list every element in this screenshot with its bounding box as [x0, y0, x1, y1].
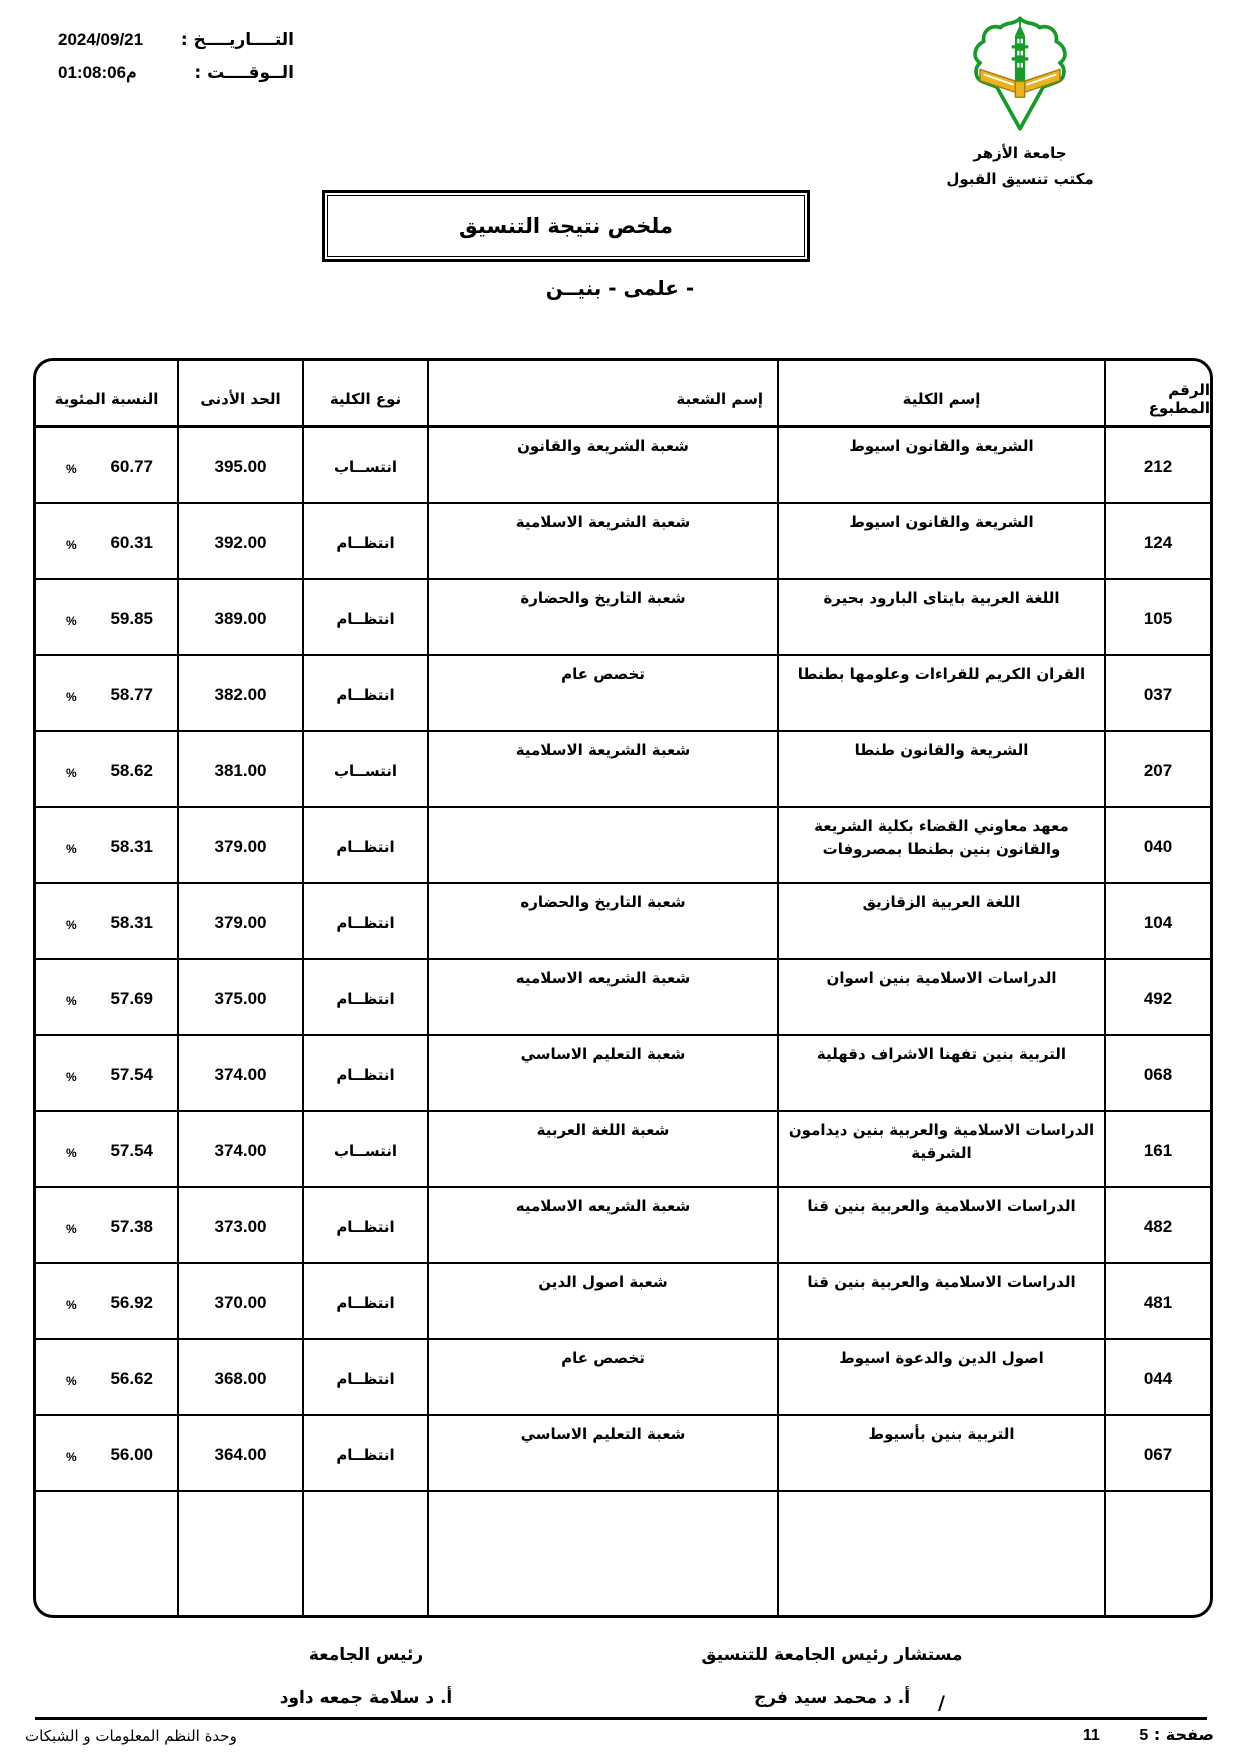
cell-division-name: شعبة اصول الدين: [427, 1264, 777, 1340]
percent-sign: %: [66, 766, 77, 780]
percent-sign: %: [66, 994, 77, 1008]
cell-percentage: [36, 428, 177, 504]
cell-college-type: انتســاب: [302, 732, 427, 808]
table-row: [36, 960, 1210, 1036]
percent-sign: %: [66, 1450, 77, 1464]
table-body: [36, 428, 1210, 1492]
cell-printed-number: 068: [1104, 1036, 1210, 1112]
cell-college-type: انتظــام: [302, 504, 427, 580]
cell-college-type: انتظــام: [302, 580, 427, 656]
signature-left-name: أ. د سلامة جمعه داود: [279, 1688, 453, 1708]
cell-division-name: شعبة الشريعه الاسلاميه: [427, 1188, 777, 1264]
cell-percentage: [36, 1340, 177, 1416]
percent-sign: %: [66, 1222, 77, 1236]
table-row: [36, 1112, 1210, 1188]
cell-printed-number: 492: [1104, 960, 1210, 1036]
university-name: جامعة الأزهر: [973, 144, 1067, 162]
cell-college-type: انتظــام: [302, 1416, 427, 1492]
cell-minimum: 375.00: [177, 960, 302, 1036]
percent-sign: %: [66, 462, 77, 476]
cell-printed-number: 481: [1104, 1264, 1210, 1340]
percentage-value: 57.54: [110, 1065, 153, 1084]
page-number: 5: [1139, 1727, 1149, 1744]
it-unit-label: وحدة النظم المعلومات و الشبكات: [25, 1727, 237, 1745]
percent-sign: %: [66, 1146, 77, 1160]
cell-college-name: اصول الدين والدعوة اسيوط: [777, 1340, 1104, 1416]
percentage-value: 58.31: [110, 837, 153, 856]
percent-sign: %: [66, 842, 77, 856]
cell-division-name: شعبة التاريخ والحضاره: [427, 884, 777, 960]
header-printed-number: الرقم المطبوع: [1104, 361, 1210, 428]
cell-minimum: 379.00: [177, 808, 302, 884]
cell-college-type: انتســاب: [302, 428, 427, 504]
cell-college-name: الشريعة والقانون اسيوط: [777, 428, 1104, 504]
cell-college-type: انتظــام: [302, 1340, 427, 1416]
time-value: 01:08:06م: [58, 63, 137, 82]
cell-minimum: 368.00: [177, 1340, 302, 1416]
percentage-value: 60.31: [110, 533, 153, 552]
cell-division-name: شعبة اللغة العربية: [427, 1112, 777, 1188]
cell-minimum: 374.00: [177, 1112, 302, 1188]
header-division-name: إسم الشعبة: [427, 361, 777, 428]
cell-printed-number: 207: [1104, 732, 1210, 808]
cell-college-type: انتظــام: [302, 1036, 427, 1112]
cell-college-type: انتظــام: [302, 1264, 427, 1340]
cell-college-name: الدراسات الاسلامية بنين اسوان: [777, 960, 1104, 1036]
cell-college-type: انتظــام: [302, 960, 427, 1036]
cell-percentage: [36, 504, 177, 580]
date-label: التــــاريــــخ :: [180, 30, 294, 50]
header-minimum: الحد الأدنى: [177, 361, 302, 428]
cell-minimum: 373.00: [177, 1188, 302, 1264]
cell-college-type: انتســاب: [302, 1112, 427, 1188]
cell-printed-number: 040: [1104, 808, 1210, 884]
cell-minimum: 381.00: [177, 732, 302, 808]
header-percentage: النسبة المئوية: [36, 361, 177, 428]
percentage-value: 57.38: [110, 1217, 153, 1236]
cell-college-type: انتظــام: [302, 1188, 427, 1264]
cell-printed-number: 067: [1104, 1416, 1210, 1492]
percent-sign: %: [66, 614, 77, 628]
percent-sign: %: [66, 690, 77, 704]
al-azhar-emblem-icon: [932, 12, 1108, 136]
percent-sign: %: [66, 538, 77, 552]
table-row: [36, 808, 1210, 884]
table-filler-row: [36, 1492, 1210, 1615]
percentage-value: 57.54: [110, 1141, 153, 1160]
percentage-value: 57.69: [110, 989, 153, 1008]
table-row: [36, 1340, 1210, 1416]
cell-college-type: انتظــام: [302, 808, 427, 884]
page-total: 11: [1082, 1727, 1100, 1744]
table-row: [36, 1036, 1210, 1112]
page-title: ملخص نتيجة التنسيق: [459, 214, 673, 238]
percentage-value: 56.00: [110, 1445, 153, 1464]
title-box: [322, 190, 810, 262]
cell-printed-number: 124: [1104, 504, 1210, 580]
cell-minimum: 364.00: [177, 1416, 302, 1492]
percentage-value: 56.92: [110, 1293, 153, 1312]
footer-divider: [35, 1717, 1207, 1720]
table-row: [36, 1416, 1210, 1492]
table-row: [36, 732, 1210, 808]
page-indicator: [1070, 1725, 1214, 1745]
cell-division-name: شعبة التعليم الاساسي: [427, 1036, 777, 1112]
cell-minimum: 382.00: [177, 656, 302, 732]
cell-college-name: الدراسات الاسلامية والعربية بنين قنا: [777, 1188, 1104, 1264]
cell-percentage: [36, 1416, 177, 1492]
cell-division-name: شعبة الشريعة والقانون: [427, 428, 777, 504]
date-value: 2024/09/21: [58, 30, 144, 49]
cell-percentage: [36, 1264, 177, 1340]
cell-minimum: 392.00: [177, 504, 302, 580]
cell-printed-number: 212: [1104, 428, 1210, 504]
cell-printed-number: 105: [1104, 580, 1210, 656]
table-row: [36, 428, 1210, 504]
time-row: [58, 63, 294, 83]
datetime-block: [58, 30, 294, 96]
cell-percentage: [36, 732, 177, 808]
cell-division-name: [427, 808, 777, 884]
cell-division-name: تخصص عام: [427, 656, 777, 732]
table-row: [36, 1264, 1210, 1340]
cell-division-name: شعبة الشريعة الاسلامية: [427, 732, 777, 808]
results-table: [33, 358, 1213, 1618]
page-label: صفحة :: [1153, 1725, 1214, 1744]
percent-sign: %: [66, 1298, 77, 1312]
cell-printed-number: 161: [1104, 1112, 1210, 1188]
cell-minimum: 389.00: [177, 580, 302, 656]
time-label: الــوقــــت :: [194, 63, 294, 83]
signature-university-president: [246, 1645, 486, 1708]
cell-percentage: [36, 656, 177, 732]
cell-percentage: [36, 1036, 177, 1112]
percentage-value: 58.62: [110, 761, 153, 780]
cell-college-name: الدراسات الاسلامية والعربية بنين ديدامون الشرقية: [777, 1112, 1104, 1188]
cell-college-name: التربية بنين تفهنا الاشراف دقهلية: [777, 1036, 1104, 1112]
cell-minimum: 374.00: [177, 1036, 302, 1112]
cell-division-name: شعبة التعليم الاساسي: [427, 1416, 777, 1492]
signature-left-title: رئيس الجامعة: [308, 1645, 424, 1665]
cell-percentage: [36, 960, 177, 1036]
cell-college-name: التربية بنين بأسيوط: [777, 1416, 1104, 1492]
page-subtitle: - علمى - بنيــن: [545, 276, 695, 300]
cell-college-name: الدراسات الاسلامية والعربية بنين قنا: [777, 1264, 1104, 1340]
cell-division-name: شعبة التاريخ والحضارة: [427, 580, 777, 656]
signature-right-name: أ. د محمد سيد فرج: [753, 1688, 911, 1708]
cell-percentage: [36, 580, 177, 656]
cell-college-name: معهد معاوني القضاء بكلية الشريعة والقانون بنين بطنطا بمصروفات: [777, 808, 1104, 884]
cell-percentage: [36, 808, 177, 884]
cell-minimum: 395.00: [177, 428, 302, 504]
cell-college-name: اللغة العربية بايتاى البارود بحيرة: [777, 580, 1104, 656]
cell-division-name: شعبة الشريعة الاسلامية: [427, 504, 777, 580]
cell-printed-number: 104: [1104, 884, 1210, 960]
cell-college-name: اللغة العربية الزقازيق: [777, 884, 1104, 960]
cell-minimum: 370.00: [177, 1264, 302, 1340]
header-college-type: نوع الكلية: [302, 361, 427, 428]
cell-college-name: القران الكريم للقراءات وعلومها بطنطا: [777, 656, 1104, 732]
cell-printed-number: 044: [1104, 1340, 1210, 1416]
table-header-row: [36, 361, 1210, 428]
percent-sign: %: [66, 1374, 77, 1388]
cell-percentage: [36, 884, 177, 960]
cell-college-type: انتظــام: [302, 884, 427, 960]
header-college-name: إسم الكلية: [777, 361, 1104, 428]
brand-block: [932, 12, 1108, 188]
cell-minimum: 379.00: [177, 884, 302, 960]
percentage-value: 58.77: [110, 685, 153, 704]
cell-printed-number: 037: [1104, 656, 1210, 732]
cell-division-name: شعبة الشريعه الاسلاميه: [427, 960, 777, 1036]
title-box-inner: [327, 195, 805, 257]
table-row: [36, 504, 1210, 580]
date-row: [58, 30, 294, 50]
table-row: [36, 884, 1210, 960]
percentage-value: 56.62: [110, 1369, 153, 1388]
percentage-value: 60.77: [110, 457, 153, 476]
office-name: مكتب تنسيق القبول: [946, 170, 1094, 188]
table-row: [36, 580, 1210, 656]
cell-percentage: [36, 1188, 177, 1264]
cell-college-name: الشريعة والقانون اسيوط: [777, 504, 1104, 580]
cell-college-type: انتظــام: [302, 656, 427, 732]
percent-sign: %: [66, 1070, 77, 1084]
percentage-value: 59.85: [110, 609, 153, 628]
cell-percentage: [36, 1112, 177, 1188]
percentage-value: 58.31: [110, 913, 153, 932]
table-row: [36, 1188, 1210, 1264]
cell-division-name: تخصص عام: [427, 1340, 777, 1416]
table-row: [36, 656, 1210, 732]
percent-sign: %: [66, 918, 77, 932]
signature-right-title: مستشار رئيس الجامعة للتنسيق: [701, 1645, 963, 1665]
page-slash: /: [938, 1692, 945, 1714]
cell-printed-number: 482: [1104, 1188, 1210, 1264]
cell-college-name: الشريعة والقانون طنطا: [777, 732, 1104, 808]
